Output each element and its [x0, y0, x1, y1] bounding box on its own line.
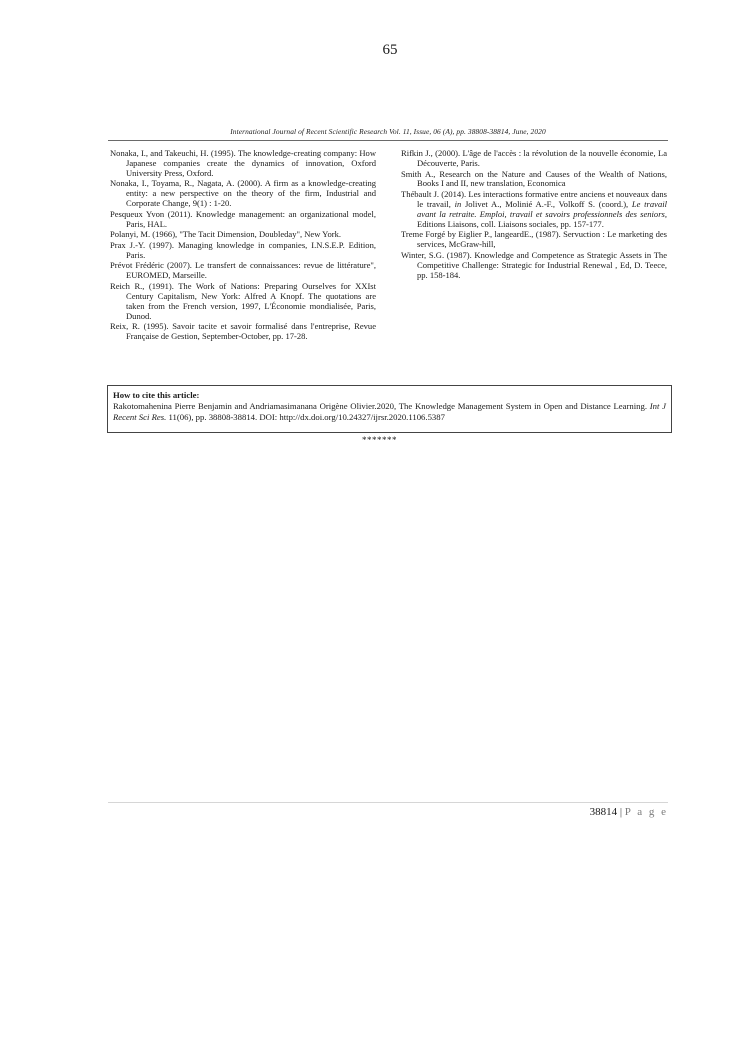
page-footer — [560, 806, 668, 818]
reference-in-word: in — [454, 198, 462, 209]
reference-text: Thébault J. (2014). Les interactions formative entre anciens et nouveaux dans le travail, — [401, 189, 667, 209]
reference-item: Nonaka, I., Toyama, R., Nagata, A. (2000). A firm as a knowledge-creating entity: a new perspective on the theory of the firm, Industrial and Corporate Change, 9(1) : 1-20. — [110, 178, 376, 209]
reference-item: Polanyi, M. (1966), "The Tacit Dimension, Doubleday", New York. — [110, 229, 342, 240]
journal-header: International Journal of Recent Scientific Research Vol. 11, Issue, 06 (A), pp. 38808-38814, June, 2020 — [230, 127, 546, 136]
reference-item: Reix, R. (1995). Savoir tacite et savoir formalisé dans l'entreprise, Revue Française de Gestion, September-October, pp. 17-28. — [110, 321, 376, 342]
reference-item: Prévot Frédéric (2007). Le transfert de connaissances: revue de littérature", EUROMED, Marseille. — [110, 260, 376, 281]
citation-doi: 11(06), pp. 38808-38814. DOI: http://dx.doi.org/10.24327/ijrsr.2020.1106.5387 — [166, 412, 445, 422]
page-number-top: 65 — [382, 42, 398, 58]
footer-page-label: P a g e — [624, 806, 668, 818]
reference-item: Prax J.-Y. (1997). Managing knowledge in companies, I.N.S.E.P. Edition, Paris. — [110, 239, 376, 260]
reference-item: Winter, S.G. (1987). Knowledge and Competence as Strategic Assets in The Competitive Challenge: Strategic for Industrial Renewal , Ed, D. Teece, pp. 158-184. — [401, 249, 667, 280]
citation-authors: Rakotomahenina Pierre Benjamin and Andriamasimanana Origène Olivier.2020, The Knowledge Management System in Open and Distance Learning. — [113, 401, 650, 411]
reference-item — [401, 190, 667, 230]
reference-item: Smith A., Research on the Nature and Causes of the Wealth of Nations, Books I and II, new translation, Economica — [401, 168, 667, 189]
header-divider — [108, 140, 668, 141]
end-marker: ******* — [362, 435, 397, 445]
references-right-column — [401, 149, 667, 281]
citation-title: How to cite this article: — [113, 390, 200, 400]
references-left-column — [110, 149, 376, 343]
reference-book-title: Le travail avant la retraite. Emploi, travail et savoirs professionnels des seniors, — [417, 198, 667, 219]
citation-box — [107, 385, 672, 433]
reference-item: Nonaka, I., and Takeuchi, H. (1995). The knowledge-creating company: How Japanese companies create the dynamics of innovation, Oxford University Press, Oxford. — [110, 148, 376, 178]
footer-page-number: 38814 — [589, 806, 618, 818]
reference-item: Pesqueux Yvon (2011). Knowledge management: an organizational model, Paris, HAL. — [110, 208, 376, 229]
citation-journal: Int J Recent Sci Res. — [113, 401, 666, 422]
citation-body — [113, 401, 666, 423]
reference-text: Editions Liaisons, coll. Liaisons sociales, pp. 157-177. — [417, 218, 604, 229]
reference-item: Rifkin J., (2000). L'âge de l'accès : la révolution de la nouvelle économie, La Découverte, Paris. — [401, 148, 667, 168]
footer-separator: | — [619, 806, 623, 818]
reference-item: Treme Forgé by Eiglier P., langeardE., (1987). Servuction : Le marketing des services, McGraw-hill, — [401, 229, 667, 250]
reference-text: Jolivet A., Molinié A.-F., Volkoff S. (coord.), — [461, 198, 632, 209]
reference-item: Reich R., (1991). The Work of Nations: Preparing Ourselves for XXIst Century Capitalism, New York: Alfred A Knopf. The quotations are taken from the French version, 1997, L'Économie mondialisée, Paris, Dunod. — [110, 280, 376, 321]
footer-divider — [108, 802, 668, 803]
